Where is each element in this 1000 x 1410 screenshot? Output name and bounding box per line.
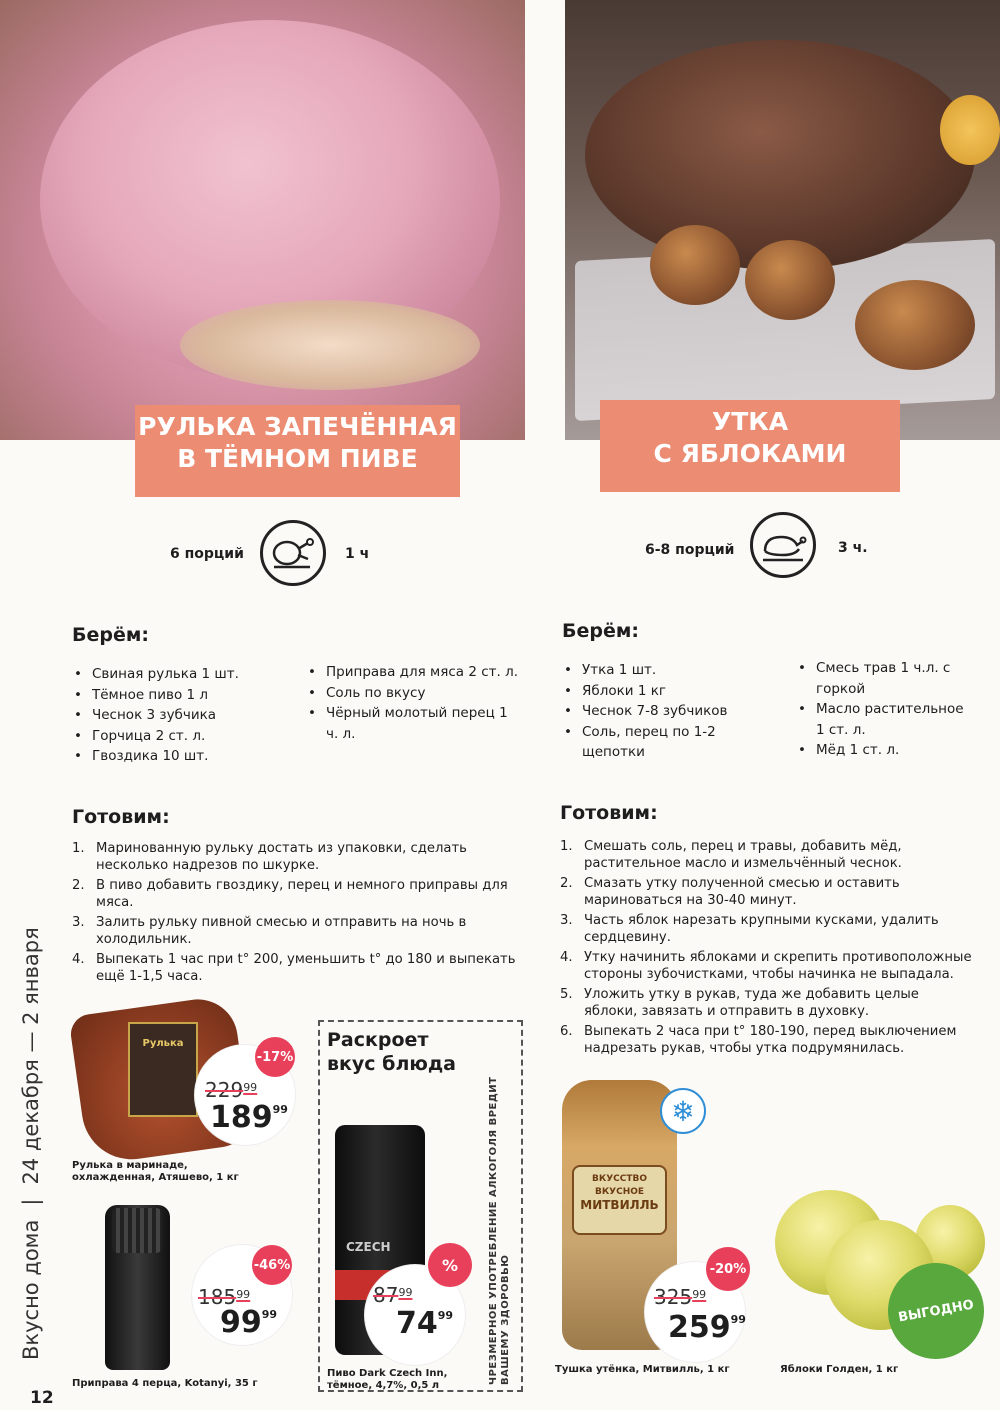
left-servings: 6 порций [170, 546, 244, 562]
left-title-line1: РУЛЬКА ЗАПЕЧЁННАЯ [138, 412, 457, 441]
roast-duck-icon [750, 512, 816, 578]
duckling-new-price: $259^{99}$ [668, 1310, 746, 1345]
ham-leg-icon [260, 520, 326, 586]
alcohol-warning: ЧРЕЗМЕРНОЕ УПОТРЕБЛЕНИЕ АЛКОГОЛЯ ВРЕДИТ ВАШЕМУ ЗДОРОВЬЮ [488, 1076, 511, 1385]
left-ingredients-heading: Берём: [72, 624, 149, 646]
ham-photo [0, 0, 525, 440]
left-recipe-title [135, 405, 460, 497]
date-range: 24 декабря — 2 января [19, 927, 43, 1185]
list-item: • Масло растительное 1 ст. л. [796, 699, 971, 740]
left-ingredients-col1 [72, 664, 292, 767]
beer-can-text: CZECH [346, 1240, 391, 1254]
step-item: 6. Выпекать 2 часа при t° 180-190, перед выключением надрезать рукав, чтобы утка подрумянилась. [560, 1024, 957, 1056]
step-item: 1. Смешать соль, перец и травы, добавить мёд, растительное масло и измельчённый чеснок. [560, 839, 902, 871]
duckling-pack-label: ВКУССТВО ВКУСНОЕ МИТВИЛЛЬ [572, 1165, 667, 1235]
list-item: • Соль по вкусу [306, 683, 521, 704]
beer-discount-badge: % [428, 1243, 472, 1287]
snowflake-icon: ❄ [660, 1088, 706, 1134]
duckling-discount-badge: -20% [706, 1247, 750, 1291]
list-item: • Тёмное пиво 1 л [72, 685, 292, 706]
right-title-line1: УТКА [711, 407, 789, 436]
left-time: 1 ч [345, 546, 370, 562]
right-steps-list [560, 838, 975, 1060]
ham-new-price: $189^{99}$ [210, 1100, 288, 1135]
beer-new-price: $74^{99}$ [396, 1306, 454, 1341]
step-item: 2. В пиво добавить гвоздику, перец и немного приправы для мяса. [72, 878, 508, 910]
left-title-line2: В ТЁМНОМ ПИВЕ [177, 444, 418, 473]
spine-separator: | [19, 1198, 43, 1206]
list-item: • Соль, перец по 1-2 щепотки [562, 722, 732, 763]
pepper-new-price: $99^{99}$ [220, 1305, 278, 1340]
left-ingredients-col2 [306, 662, 521, 744]
left-steps-heading: Готовим: [72, 806, 170, 828]
beer-old-price: $87^{99}$ [373, 1283, 413, 1307]
pepper-caption: Приправа 4 перца, Kotanyi, 35 г [72, 1378, 258, 1389]
right-ingredients-heading: Берём: [562, 620, 639, 642]
duckling-caption: Тушка утёнка, Митвилль, 1 кг [555, 1364, 730, 1375]
ham-old-price: $229^{99}$ [205, 1078, 258, 1102]
pepper-grinder-cap [112, 1208, 162, 1253]
list-item: • Свиная рулька 1 шт. [72, 664, 292, 685]
ham-caption: Рулька в маринаде, охлажденная, Атяшево, 1 кг [72, 1160, 239, 1183]
ham-discount-badge: -17% [255, 1037, 295, 1077]
right-time: 3 ч. [838, 540, 868, 556]
apples-caption: Яблоки Голден, 1 кг [780, 1364, 899, 1375]
page-number: 12 [30, 1388, 54, 1408]
step-item: 3. Часть яблок нарезать крупными кусками, удалить сердцевину. [560, 913, 939, 945]
right-ingredients-col2 [796, 658, 996, 761]
step-item: 1. Маринованную рульку достать из упаковки, сделать несколько надрезов по шкурке. [72, 841, 467, 873]
step-item: 2. Смазать утку полученной смесью и оставить мариноваться на 30-40 минут. [560, 876, 900, 908]
beer-caption: Пиво Dark Czech Inn, тёмное, 4,7%, 0,5 л [327, 1368, 448, 1391]
section-title: Вкусно дома [19, 1219, 43, 1360]
beer-promo-heading: Раскроет вкус блюда [327, 1029, 457, 1075]
list-item: • Чеснок 7-8 зубчиков [562, 701, 777, 722]
step-item: 4. Выпекать 1 час при t° 200, уменьшить t° до 180 и выпекать ещё 1-1,5 часа. [72, 952, 516, 984]
good-deal-badge: ВЫГОДНО [880, 1255, 991, 1366]
list-item: • Яблоки 1 кг [562, 681, 777, 702]
list-item: • Смесь трав 1 ч.л. с горкой [796, 658, 996, 699]
list-item: • Горчица 2 ст. л. [72, 726, 292, 747]
duck-photo [565, 0, 1000, 440]
right-steps-heading: Готовим: [560, 802, 658, 824]
step-item: 4. Утку начинить яблоками и скрепить противоположные стороны зубочистками, чтобы начинка не выпадала. [560, 950, 972, 982]
right-recipe-title [600, 400, 900, 492]
pepper-discount-badge: -46% [252, 1245, 292, 1285]
ham-pack-label: Рулька [128, 1022, 198, 1117]
list-item: • Чеснок 3 зубчика [72, 705, 292, 726]
pepper-old-price: $185^{99}$ [198, 1285, 251, 1309]
list-item: • Чёрный молотый перец 1 ч. л. [306, 703, 521, 744]
list-item: • Приправа для мяса 2 ст. л. [306, 662, 521, 683]
page-spine [6, 920, 76, 1360]
right-servings: 6-8 порций [645, 542, 735, 558]
duckling-old-price: $325^{99}$ [654, 1285, 707, 1309]
left-steps-list [72, 840, 517, 988]
right-title-line2: С ЯБЛОКАМИ [653, 439, 847, 468]
step-item: 5. Уложить утку в рукав, туда же добавить целые яблоки, завязать и отправить в духовку. [560, 987, 919, 1019]
list-item: • Гвоздика 10 шт. [72, 746, 292, 767]
list-item: • Мёд 1 ст. л. [796, 740, 996, 761]
list-item: • Утка 1 шт. [562, 660, 777, 681]
right-ingredients-col1 [562, 660, 777, 763]
step-item: 3. Залить рульку пивной смесью и отправить на ночь в холодильник. [72, 915, 467, 947]
